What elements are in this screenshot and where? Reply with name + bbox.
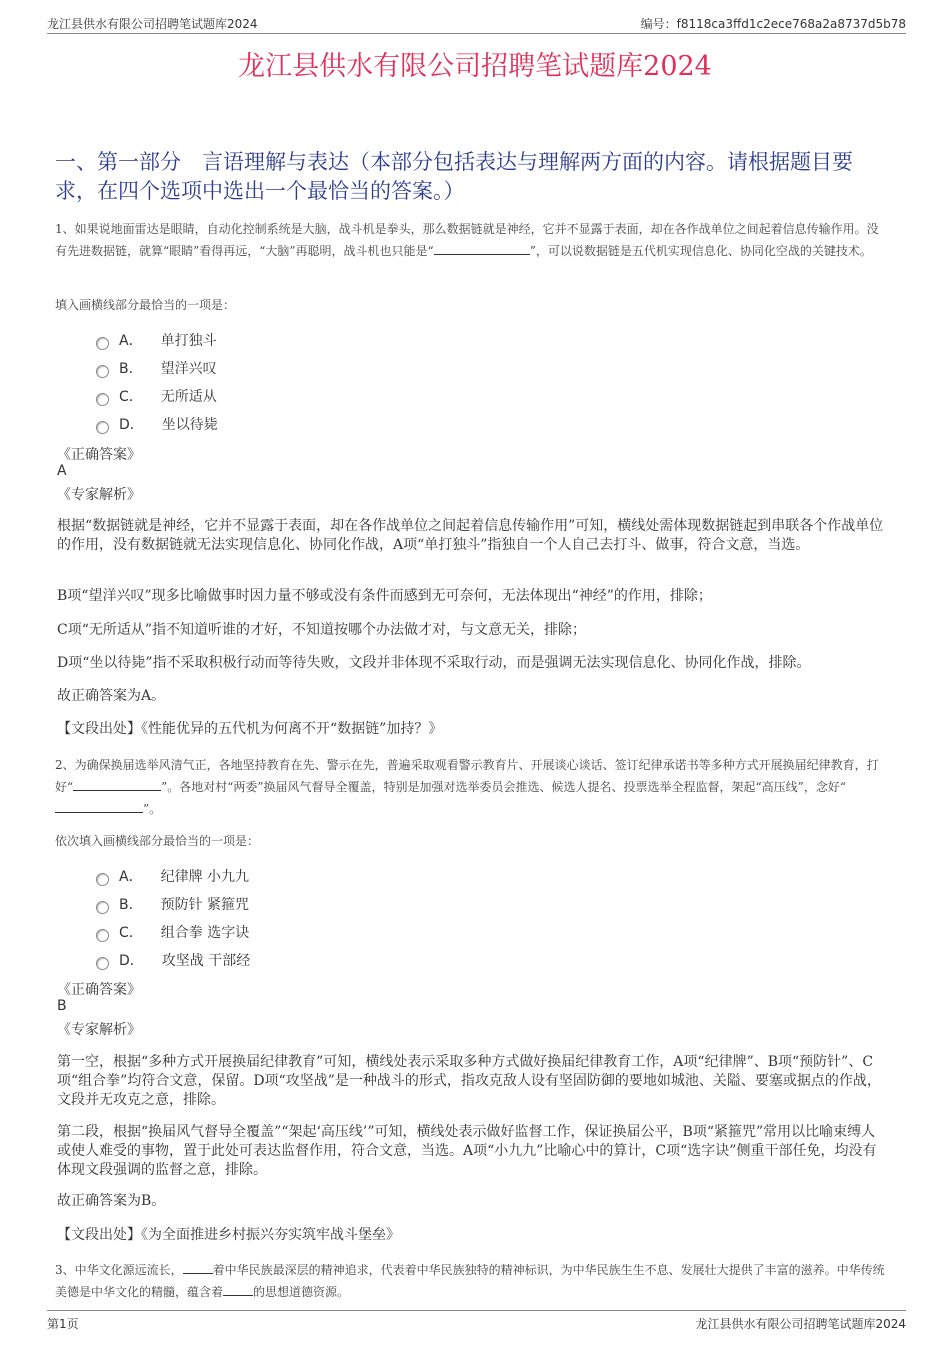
header-doc-title: 龙江县供水有限公司招聘笔试题库2024 (47, 17, 258, 31)
radio-icon[interactable] (96, 421, 109, 434)
question-2-text-b: ”。各地对村“两委”换届风气督导全覆盖，特别是加强对选举委员会推选、候选人提名、投票选举全程监督，架起“高压线”，念好“ (161, 780, 846, 794)
question-2-text-a: 2、为确保换届选举风清气正，各地坚持教育在先、警示在先，普遍采取观看警示教育片、开展谈心谈话、签订纪律承诺书等多种方式开展换届纪律教育，打好“ (55, 758, 879, 794)
radio-icon[interactable] (96, 901, 109, 914)
option-key: D． (119, 953, 144, 969)
question-2-text-c: ”。 (143, 802, 162, 816)
answer-blank (73, 778, 161, 791)
page-header (47, 13, 906, 34)
option-key: A． (119, 333, 143, 349)
option-text: 单打独斗 (160, 333, 217, 349)
source-citation: 【文段出处】《性能优异的五代机为何离不开“数据链”加持？》 (57, 721, 443, 737)
analysis-paragraph: 第一空，根据“多种方式开展换届纪律教育”可知，横线处表示采取多种方式做好换届纪律教育工作，A项“纪律牌”、B项“预防针”、C项“组合拳”均符合文意，保留。D项“攻坚战”是一种战斗的形式，指攻克敌人设有坚固防御的要地如城池、关隘、要塞或据点的作战，文段并无攻克之意，排除。 (57, 1054, 881, 1108)
question-2-option-a[interactable] (96, 866, 249, 886)
answer-value: A (57, 463, 67, 479)
page-number: 第1页 (47, 1317, 79, 1331)
answer-label: 《正确答案》 (57, 447, 141, 463)
analysis-paragraph: C项“无所适从”指不知道听谁的才好，不知道按哪个办法做才对，与文意无关，排除； (57, 622, 587, 638)
section-title: 一、第一部分 言语理解与表达（本部分包括表达与理解两方面的内容。请根据题目要求，在四个选项中选出一个最恰当的答案。） (55, 150, 853, 203)
analysis-conclusion: 故正确答案为B。 (57, 1193, 166, 1209)
question-1-text (55, 218, 890, 262)
answer-blank (183, 1261, 213, 1274)
answer-blank (223, 1283, 253, 1296)
analysis-conclusion: 故正确答案为A。 (57, 688, 166, 704)
option-text: 纪律牌 小九九 (160, 869, 250, 885)
question-2-option-d[interactable] (96, 950, 250, 970)
analysis-paragraph: D项“坐以待毙”指不采取积极行动而等待失败，文段并非体现不采取行动，而是强调无法实现信息化、协同化作战，排除。 (57, 655, 811, 671)
question-1-option-d[interactable] (96, 414, 218, 434)
option-key: A． (119, 869, 143, 885)
option-text: 组合拳 选字诀 (160, 925, 250, 941)
option-key: D． (119, 417, 144, 433)
source-citation: 【文段出处】《为全面推进乡村振兴夯实筑牢战斗堡垒》 (57, 1227, 400, 1243)
answer-value: B (57, 998, 67, 1014)
question-3-text-b: 着中华民族最深层的精神追求，代表着中华民族独特的精神标识，为中华民族生生不息、发展壮大提供了丰富的滋养。中华传统美德是中华文化的精髓，蕴含着 (55, 1263, 885, 1299)
option-key: B． (119, 897, 143, 913)
page-title: 龙江县供水有限公司招聘笔试题库2024 (238, 51, 712, 82)
analysis-label: 《专家解析》 (57, 1022, 141, 1038)
option-text: 预防针 紧箍咒 (160, 897, 250, 913)
question-1-option-b[interactable] (96, 358, 217, 378)
question-2-prompt: 依次填入画横线部分最恰当的一项是： (55, 834, 260, 848)
option-key: B． (119, 361, 143, 377)
question-2-option-b[interactable] (96, 894, 249, 914)
footer-doc-title: 龙江县供水有限公司招聘笔试题库2024 (695, 1317, 906, 1331)
question-3-text-a: 3、中华文化源远流长， (55, 1263, 183, 1277)
option-text: 坐以待毙 (161, 417, 218, 433)
question-1-prompt: 填入画横线部分最恰当的一项是： (55, 298, 236, 312)
answer-blank (434, 242, 530, 255)
analysis-paragraph: 根据“数据链就是神经，它并不显露于表面，却在各作战单位之间起着信息传输作用”可知，横线处需体现数据链起到串联各个作战单位的作用，没有数据链就无法实现信息化、协同化作战，A项“单打独斗”指独自一个人自己去打斗、做事，符合文意，当选。 (57, 518, 884, 553)
option-key: C． (119, 389, 143, 405)
radio-icon[interactable] (96, 929, 109, 942)
option-text: 攻坚战 干部经 (161, 953, 251, 969)
question-1-option-a[interactable] (96, 330, 217, 350)
radio-icon[interactable] (96, 873, 109, 886)
answer-blank (55, 800, 143, 813)
question-1-option-c[interactable] (96, 386, 217, 406)
analysis-paragraph: B项“望洋兴叹”现多比喻做事时因力量不够或没有条件而感到无可奈何，无法体现出“神经”的作用，排除； (57, 588, 712, 604)
radio-icon[interactable] (96, 393, 109, 406)
radio-icon[interactable] (96, 365, 109, 378)
answer-label: 《正确答案》 (57, 982, 141, 998)
radio-icon[interactable] (96, 957, 109, 970)
question-1-text-b: ”，可以说数据链是五代机实现信息化、协同化空战的关键技术。 (529, 244, 872, 258)
question-3-text (55, 1259, 890, 1303)
radio-icon[interactable] (96, 337, 109, 350)
option-key: C． (119, 925, 143, 941)
question-1-text-a: 1、如果说地面雷达是眼睛，自动化控制系统是大脑，战斗机是拳头，那么数据链就是神经，它并不显露于表面，却在各作战单位之间起着信息传输作用。没有先进数据链，就算“眼睛”看得再远，“大脑”再聪明，战斗机也只能是“ (55, 222, 879, 258)
question-2-option-c[interactable] (96, 922, 249, 942)
page-footer (47, 1310, 906, 1335)
option-text: 无所适从 (160, 389, 217, 405)
header-doc-id: 编号：f8118ca3ffd1c2ece768a2a8737d5b78 (640, 17, 906, 31)
analysis-paragraph: 第二段，根据“换届风气督导全覆盖”“架起‘高压线’”可知，横线处表示做好监督工作，保证换届公平，B项“紧箍咒”常用以比喻束缚人或使人难受的事物，置于此处可表达监督作用，符合文意，当选。A项“小九九”比喻心中的算计，C项“选字诀”侧重干部任免，均没有体现文段强调的监督之意，排除。 (57, 1124, 877, 1178)
analysis-label: 《专家解析》 (57, 487, 141, 503)
question-3-text-c: 的思想道德资源。 (253, 1285, 350, 1299)
question-2-text (55, 754, 890, 820)
option-text: 望洋兴叹 (160, 361, 217, 377)
